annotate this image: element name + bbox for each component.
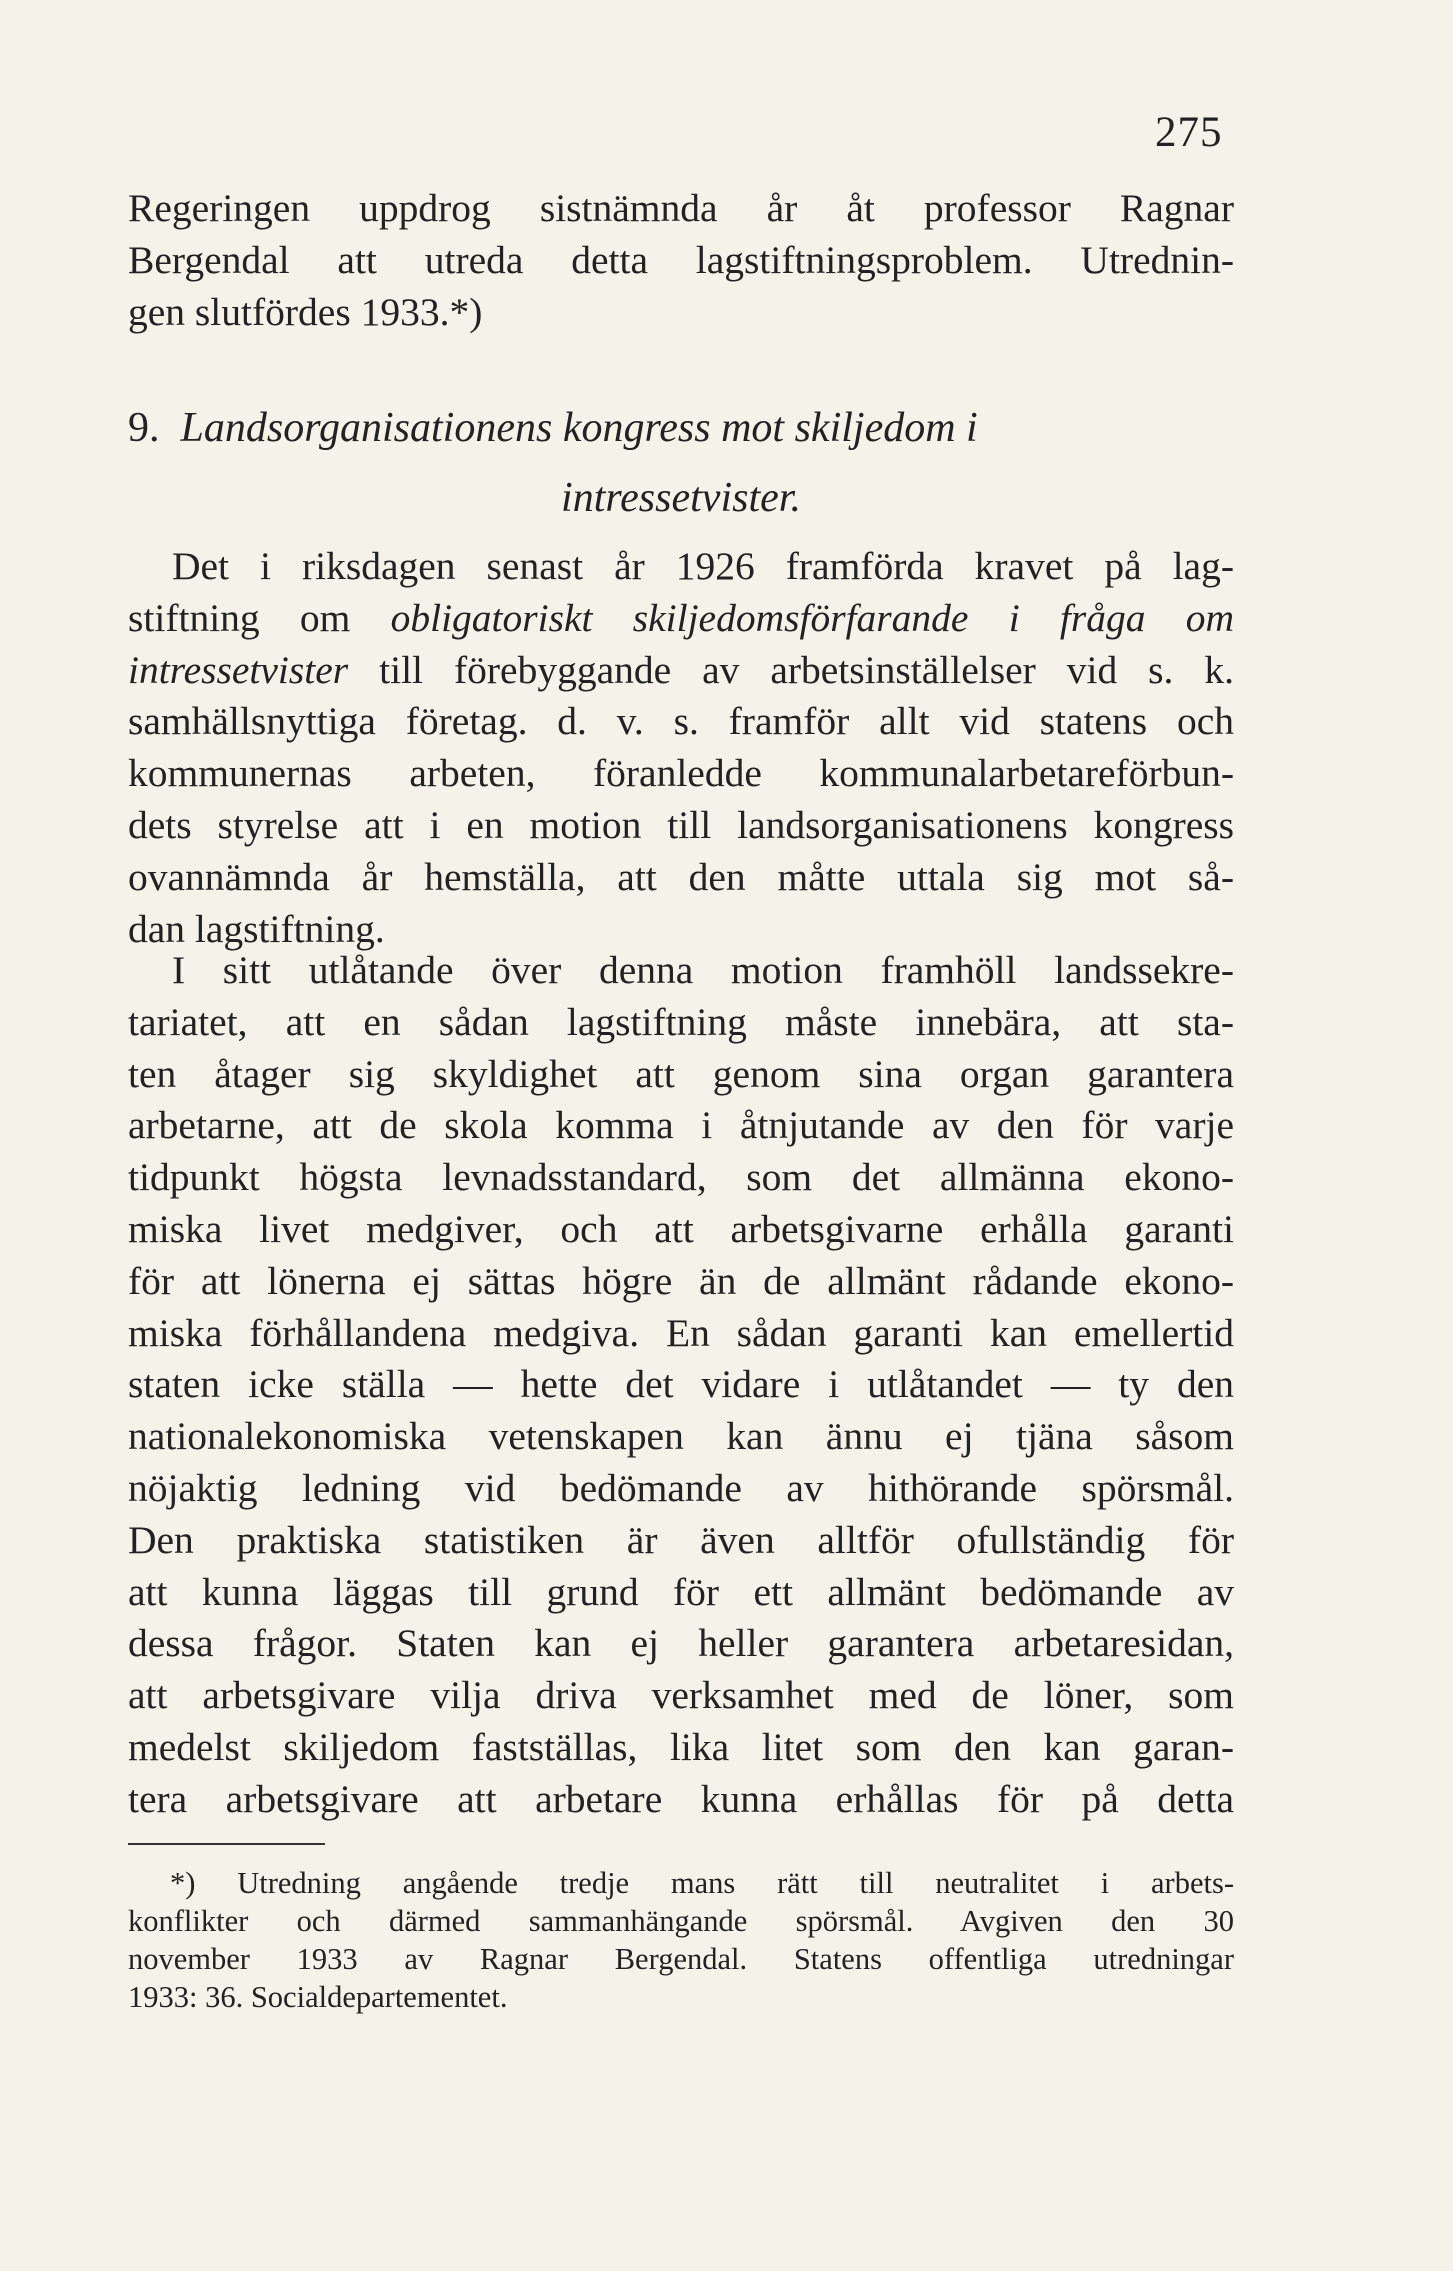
text-line: nöjaktig ledning vid bedömande av hithörande spörsmål. (128, 1465, 1234, 1510)
emphasis-text: obligatoriskt skiljedomsförfarande i fråga om (390, 595, 1234, 640)
text-line: dessa frågor. Staten kan ej heller garantera arbetaresidan, (128, 1621, 1234, 1666)
text-run: stiftning om (128, 595, 391, 640)
footnote-line: konflikter och därmed sammanhängande spörsmål. Avgiven den 30 (128, 1904, 1234, 1938)
text-run: till förebyggande av arbetsinställelser vid s. k. (348, 647, 1234, 692)
text-line: för att lönerna ej sättas högre än de allmänt rådande ekono- (128, 1258, 1234, 1303)
text-line (128, 645, 1234, 697)
text-line: miska livet medgiver, och att arbetsgivarne erhålla garanti (128, 1206, 1234, 1251)
page-number: 275 (1155, 109, 1223, 156)
text-line: ten åtager sig skyldighet att genom sina organ garantera (128, 1051, 1234, 1096)
footnote (128, 1864, 1234, 2016)
footnote-line: 1933: 36. Socialdepartementet. (128, 1980, 508, 2014)
footnote-line: november 1933 av Ragnar Bergendal. Statens offentliga utredningar (128, 1942, 1234, 1976)
text-line: medelst skiljedom fastställas, lika litet som den kan garan- (128, 1724, 1234, 1769)
section-heading-line-1 (128, 393, 1234, 463)
text-line: tera arbetsgivare att arbetare kunna erhållas för på detta (128, 1776, 1234, 1821)
section-title-part-2: intressetvister. (561, 475, 801, 521)
text-line: miska förhållandena medgiva. En sådan garanti kan emellertid (128, 1310, 1234, 1355)
text-line: Den praktiska statistiken är även alltför ofullständig för (128, 1517, 1234, 1562)
text-line: arbetarne, att de skola komma i åtnjutande av den för varje (128, 1103, 1234, 1148)
emphasis-text: intressetvister (128, 647, 349, 692)
footnote-line: *) Utredning angående tredje mans rätt till neutralitet i arbets- (170, 1866, 1234, 1900)
text-line: dets styrelse att i en motion till landsorganisationens kongress (128, 802, 1234, 847)
intro-paragraph (128, 183, 1234, 338)
text-line: dan lagstiftning. (128, 906, 385, 951)
text-line: Regeringen uppdrog sistnämnda år åt professor Ragnar (128, 186, 1234, 230)
text-line: gen slutfördes 1933.*) (128, 289, 483, 334)
text-line: ovannämnda år hemställa, att den måtte uttala sig mot så- (128, 854, 1234, 899)
text-line: Det i riksdagen senast år 1926 framförda kravet på lag- (172, 544, 1234, 588)
text-line: att arbetsgivare vilja driva verksamhet med de löner, som (128, 1673, 1234, 1718)
section-number: 9. (128, 405, 160, 451)
section-title-part-1: Landsorganisationens kongress mot skiljedom i (180, 405, 978, 451)
text-line: samhällsnyttiga företag. d. v. s. framför allt vid statens och (128, 699, 1234, 744)
paragraph-1 (128, 541, 1234, 955)
text-line (128, 593, 1234, 645)
section-heading (128, 393, 1234, 533)
footnote-divider (128, 1843, 325, 1845)
text-line: I sitt utlåtande över denna motion framhöll landssekre- (172, 948, 1234, 992)
text-line: staten icke ställa — hette det vidare i utlåtandet — ty den (128, 1362, 1234, 1407)
text-line: att kunna läggas till grund för ett allmänt bedömande av (128, 1569, 1234, 1614)
text-line: tidpunkt högsta levnadsstandard, som det allmänna ekono- (128, 1155, 1234, 1200)
text-line: tariatet, att en sådan lagstiftning måste innebära, att sta- (128, 999, 1234, 1044)
text-line: kommunernas arbeten, föranledde kommunalarbetareförbun- (128, 751, 1234, 796)
text-line: Bergendal att utreda detta lagstiftningsproblem. Utrednin- (128, 237, 1234, 282)
paragraph-2 (128, 945, 1234, 1826)
text-line: nationalekonomiska vetenskapen kan ännu ej tjäna såsom (128, 1414, 1234, 1459)
